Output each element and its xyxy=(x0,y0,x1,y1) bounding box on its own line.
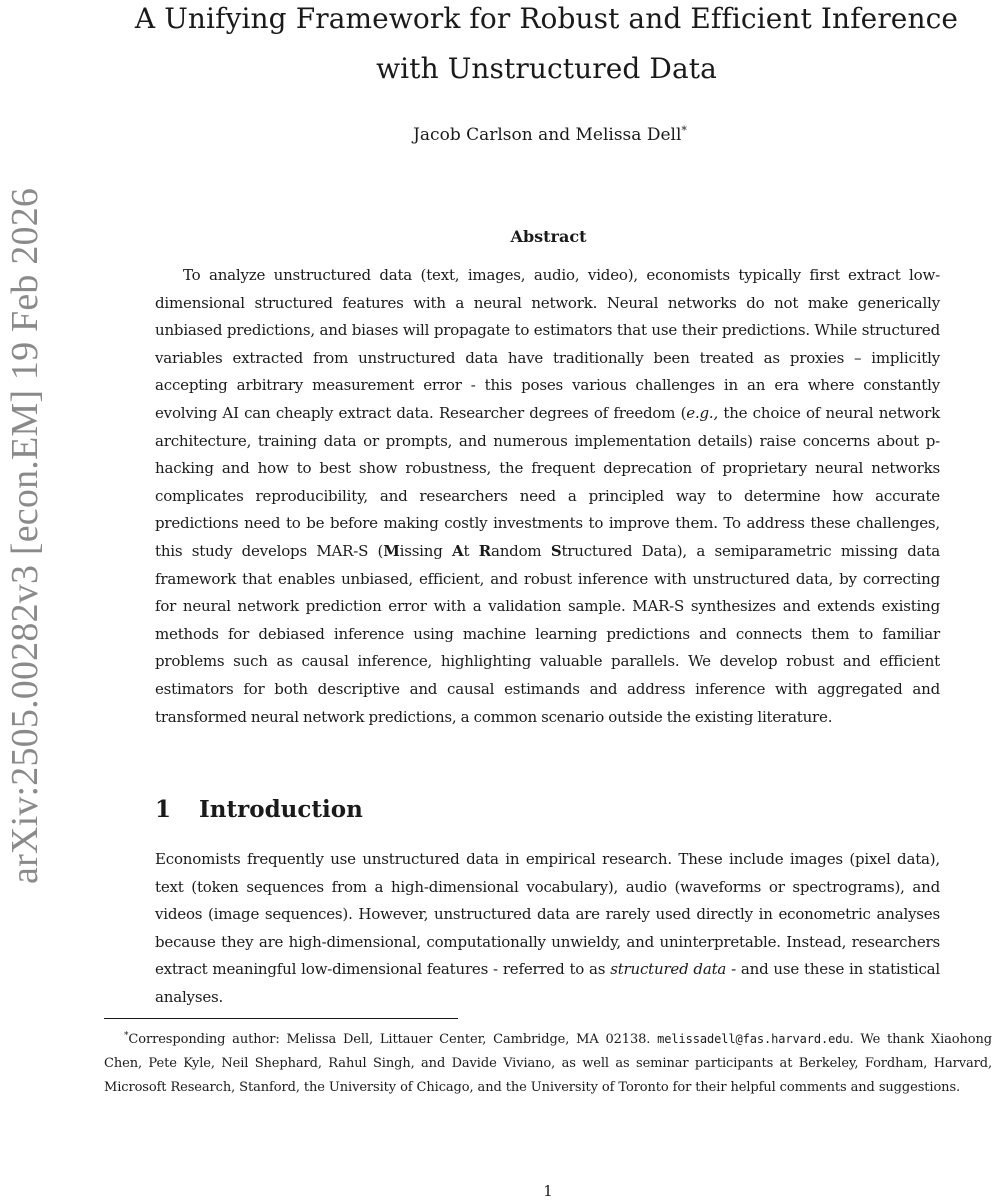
introduction-paragraph xyxy=(155,846,940,1012)
author-line xyxy=(0,119,993,147)
arxiv-identifier-stamp: arXiv:2505.00282v3 [econ.EM] 19 Feb 2026 xyxy=(4,187,46,884)
abstract-eg: e.g., xyxy=(686,403,719,422)
footnote-text-2: . We thank Xiaohong Chen, Pete Kyle, Neil Shephard, Rahul Singh, and Davide Viviano, as well as seminar participants at Berkeley, Fordham, Harvard, Microsoft Research, Stanford, the University of Chicago, and the University of Toronto for their helpful comments and suggestions. xyxy=(104,1032,992,1095)
acronym-m: M xyxy=(383,541,400,560)
author-footnote-mark: * xyxy=(681,124,687,137)
acronym-s: S xyxy=(550,541,562,560)
abstract-text-1: To analyze unstructured data (text, images, audio, video), economists typically first extract low-dimensional structured features with a neural network. Neural networks do not make generically unbiased predictions, and biases will propagate to estimators that use their predictions. While structured variables extracted from unstructured data have traditionally been treated as proxies – implicitly accepting arbitrary measurement error - this poses various challenges in an era where constantly evolving AI can cheaply extract data. Researcher degrees of freedom ( xyxy=(155,266,940,422)
corresponding-email[interactable]: melissadell@fas.harvard.edu xyxy=(657,1032,850,1046)
paper-title: A Unifying Framework for Robust and Efficient Inference with Unstructured Data xyxy=(134,2,959,85)
acronym-t: t xyxy=(463,541,479,560)
footnote-divider xyxy=(104,1018,458,1019)
footnote xyxy=(104,1024,992,1100)
intro-text-1: Economists frequently use unstructured data in empirical research. These include images (pixel data), text (token sequences from a high-dimensional vocabulary), audio (waveforms or spectrograms), and videos (image sequences). However, unstructured data are rarely used directly in econometric analyses because they are high-dimensional, computationally unwieldy, and uninterpretable. Instead, researchers extract meaningful low-dimensional features - referred to as xyxy=(155,850,940,979)
footnote-mark: * xyxy=(124,1031,129,1041)
abstract-heading: Abstract xyxy=(510,227,587,246)
section-heading-introduction xyxy=(155,795,755,825)
footnote-text-1: Corresponding author: Melissa Dell, Littauer Center, Cambridge, MA 02138. xyxy=(128,1032,658,1047)
intro-term-structured-data: structured data xyxy=(610,960,727,979)
abstract-text-3: ), a semiparametric missing data framework that enables unbiased, efficient, and robust inference with unstructured data, by correcting for neural network prediction error with a validation sample. MAR-S synthesizes and extends existing methods for debiased inference using machine learning predictions and connects them to familiar problems such as causal inference, highlighting valuable parallels. We develop robust and efficient estimators for both descriptive and causal estimands and address inference with aggregated and transformed neural network predictions, a common scenario outside the existing literature. xyxy=(155,541,940,726)
section-title: Introduction xyxy=(199,796,363,823)
acronym-issing: issing xyxy=(399,541,453,560)
acronym-a: A xyxy=(452,541,464,560)
acronym-tructured: tructured Data xyxy=(561,541,677,560)
page-number: 1 xyxy=(543,1182,553,1200)
abstract-paragraph xyxy=(155,262,940,731)
section-number: 1 xyxy=(155,796,172,823)
intro-text-2: - and use these in statistical analyses. xyxy=(155,960,940,1006)
author-names: Jacob Carlson and Melissa Dell xyxy=(413,125,682,145)
acronym-r: R xyxy=(478,541,491,560)
acronym-andom: andom xyxy=(490,541,551,560)
abstract-text-2: the choice of neural network architecture, training data or prompts, and numerous implementation details) raise concerns about p-hacking and how to best show robustness, the frequent deprecation of proprietary neural networks complicates reproducibility, and researchers need a principled way to determine how accurate predictions need to be before making costly investments to improve them. To address these challenges, this study develops MAR-S ( xyxy=(155,403,940,560)
